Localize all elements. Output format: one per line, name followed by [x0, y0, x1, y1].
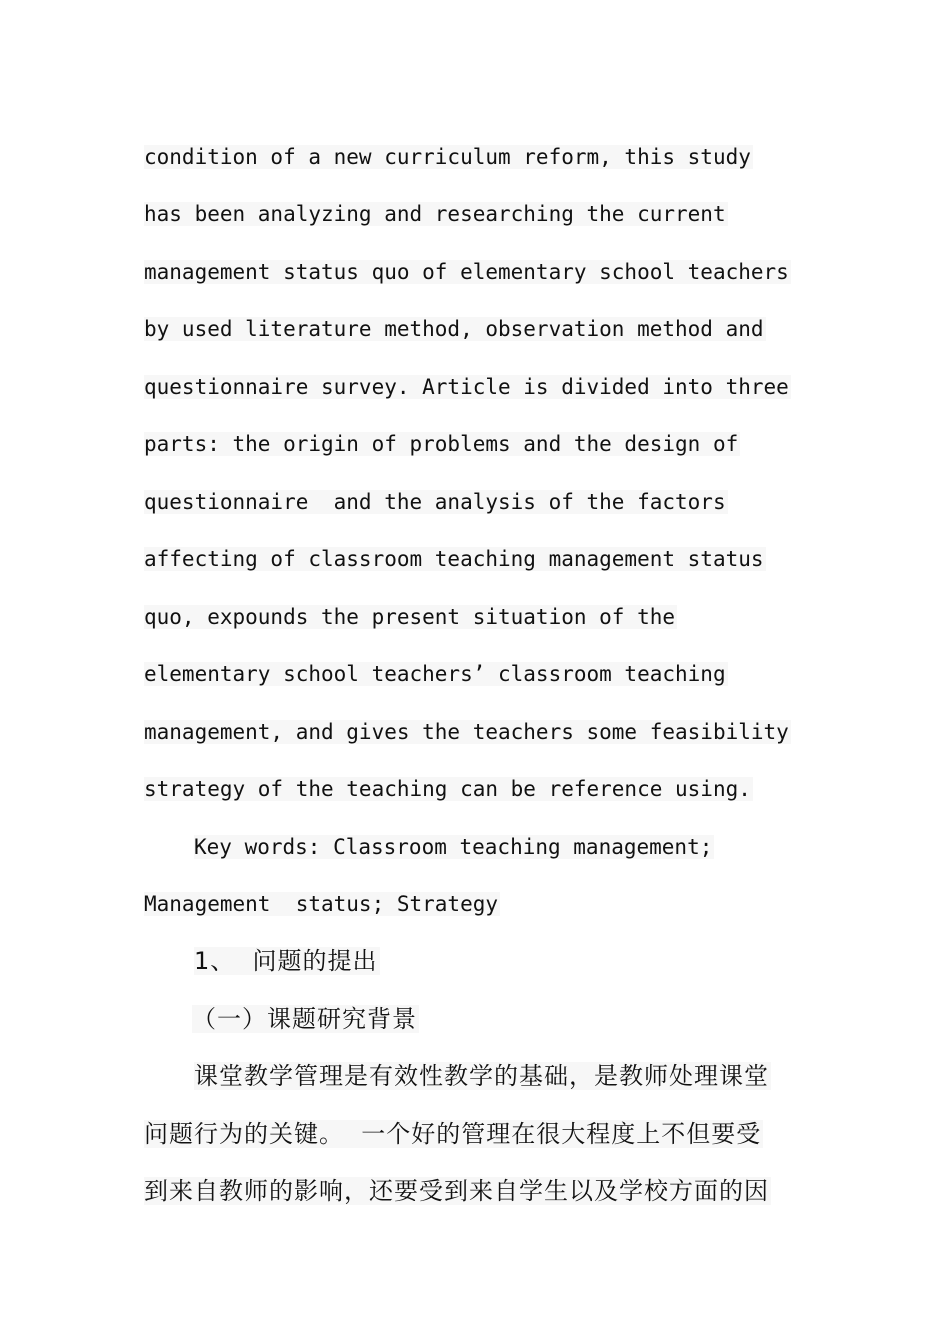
abstract-line: management status quo of elementary school teachers	[144, 260, 789, 284]
abstract-line: questionnaire survey. Article is divided into three	[144, 375, 789, 399]
abstract-line: elementary school teachers’ classroom teaching	[144, 662, 726, 686]
subsection-heading: （一）课题研究背景	[192, 1005, 417, 1033]
abstract-line: affecting of classroom teaching management status	[144, 547, 764, 571]
keywords-line: Key words: Classroom teaching management;	[194, 835, 713, 859]
abstract-line: has been analyzing and researching the current	[144, 202, 726, 226]
body-paragraph-line: 课堂教学管理是有效性教学的基础，是教师处理课堂	[194, 1062, 769, 1090]
body-paragraph-line: 问题行为的关键。 一个好的管理在很大程度上不但要受	[144, 1120, 762, 1148]
abstract-line: management, and gives the teachers some feasibility	[144, 720, 789, 744]
abstract-line: strategy of the teaching can be reference using.	[144, 777, 751, 801]
abstract-line: quo, expounds the present situation of the	[144, 605, 676, 629]
abstract-line: questionnaire and the analysis of the factors	[144, 490, 726, 514]
section-heading: 1、 问题的提出	[194, 947, 378, 975]
abstract-line: condition of a new curriculum reform, this study	[144, 145, 751, 169]
abstract-line: parts: the origin of problems and the design of	[144, 432, 739, 456]
abstract-line: by used literature method, observation method and	[144, 317, 764, 341]
keywords-line-continued: Management status; Strategy	[144, 892, 499, 916]
body-paragraph-line: 到来自教师的影响，还要受到来自学生以及学校方面的因	[144, 1177, 769, 1205]
